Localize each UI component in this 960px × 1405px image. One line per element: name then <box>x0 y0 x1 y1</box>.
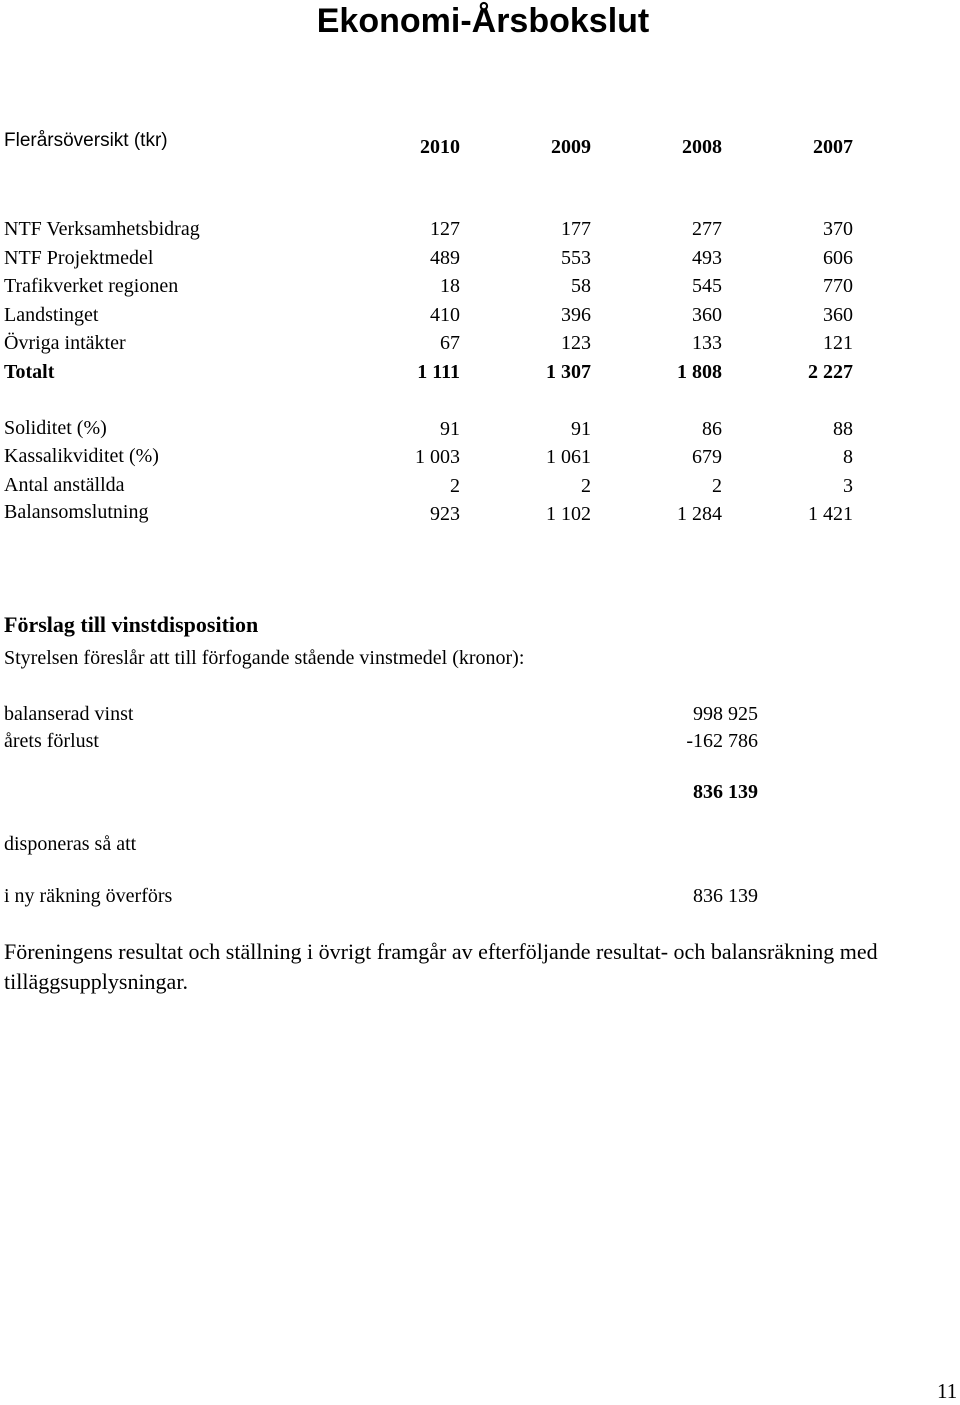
total-value: 2 227 <box>808 361 853 383</box>
cell-value: 493 <box>692 247 722 269</box>
cell-value: 18 <box>440 275 460 297</box>
year-header: 2010 <box>420 136 460 158</box>
cell-value: 127 <box>430 218 460 240</box>
row-label: Trafikverket regionen <box>4 275 179 297</box>
disposition-heading: Förslag till vinstdisposition <box>4 612 259 637</box>
cell-value: 86 <box>702 418 722 440</box>
total-label: Totalt <box>4 361 55 383</box>
cell-value: 360 <box>692 304 722 326</box>
cell-value: 58 <box>571 275 591 297</box>
year-header: 2008 <box>682 136 722 158</box>
cell-value: 277 <box>692 218 722 240</box>
cell-value: 1 061 <box>546 446 591 468</box>
total-value: 1 808 <box>677 361 722 383</box>
cell-value: 1 284 <box>677 503 722 525</box>
row-label: Balansomslutning <box>4 501 149 523</box>
year-header: 2009 <box>551 136 591 158</box>
total-value: 1 307 <box>546 361 591 383</box>
cell-value: 545 <box>692 275 722 297</box>
year-header: 2007 <box>813 136 853 158</box>
cell-value: 91 <box>571 418 591 440</box>
row-label: Landstinget <box>4 304 99 326</box>
disposition-item-label: balanserad vinst <box>4 703 134 725</box>
cell-value: 123 <box>561 332 591 354</box>
page-title: Ekonomi-Årsbokslut <box>316 2 650 40</box>
row-label: Soliditet (%) <box>4 417 107 439</box>
cell-value: 553 <box>561 247 591 269</box>
total-value: 1 111 <box>417 361 460 383</box>
carried-forward-label: i ny räkning överförs <box>4 885 173 907</box>
cell-value: 679 <box>692 446 722 468</box>
row-label: Kassalikviditet (%) <box>4 445 159 467</box>
overview-heading: Flerårsöversikt (tkr) <box>4 130 168 151</box>
disposition-sum: 836 139 <box>693 781 758 803</box>
cell-value: 1 421 <box>808 503 853 525</box>
cell-value: 2 <box>450 475 460 497</box>
cell-value: 1 102 <box>546 503 591 525</box>
cell-value: 396 <box>561 304 591 326</box>
cell-value: 360 <box>823 304 853 326</box>
closing-paragraph: Föreningens resultat och ställning i övrigt framgår av efterföljande resultat- och balansräkning med tilläggsupplysningar. <box>4 939 878 994</box>
disposition-item-label: årets förlust <box>4 730 99 752</box>
row-label: NTF Projektmedel <box>4 247 154 269</box>
disposition-item-value: 998 925 <box>693 703 758 725</box>
cell-value: 2 <box>712 475 722 497</box>
row-label: Antal anställda <box>4 474 125 496</box>
row-label: NTF Verksamhetsbidrag <box>4 218 200 240</box>
cell-value: 91 <box>440 418 460 440</box>
cell-value: 1 003 <box>415 446 460 468</box>
cell-value: 8 <box>843 446 853 468</box>
cell-value: 923 <box>430 503 460 525</box>
cell-value: 67 <box>440 332 460 354</box>
cell-value: 2 <box>581 475 591 497</box>
cell-value: 133 <box>692 332 722 354</box>
cell-value: 606 <box>823 247 853 269</box>
cell-value: 177 <box>561 218 591 240</box>
disposition-intro: Styrelsen föreslår att till förfogande stående vinstmedel (kronor): <box>4 647 525 669</box>
disposed-label: disponeras så att <box>4 833 137 855</box>
carried-forward-value: 836 139 <box>693 885 758 907</box>
cell-value: 770 <box>823 275 853 297</box>
page-number: 11 <box>937 1379 958 1403</box>
cell-value: 489 <box>430 247 460 269</box>
disposition-item-value: -162 786 <box>686 730 758 752</box>
cell-value: 121 <box>823 332 853 354</box>
cell-value: 370 <box>823 218 853 240</box>
cell-value: 88 <box>833 418 853 440</box>
cell-value: 410 <box>430 304 460 326</box>
row-label: Övriga intäkter <box>4 332 126 354</box>
cell-value: 3 <box>843 475 853 497</box>
